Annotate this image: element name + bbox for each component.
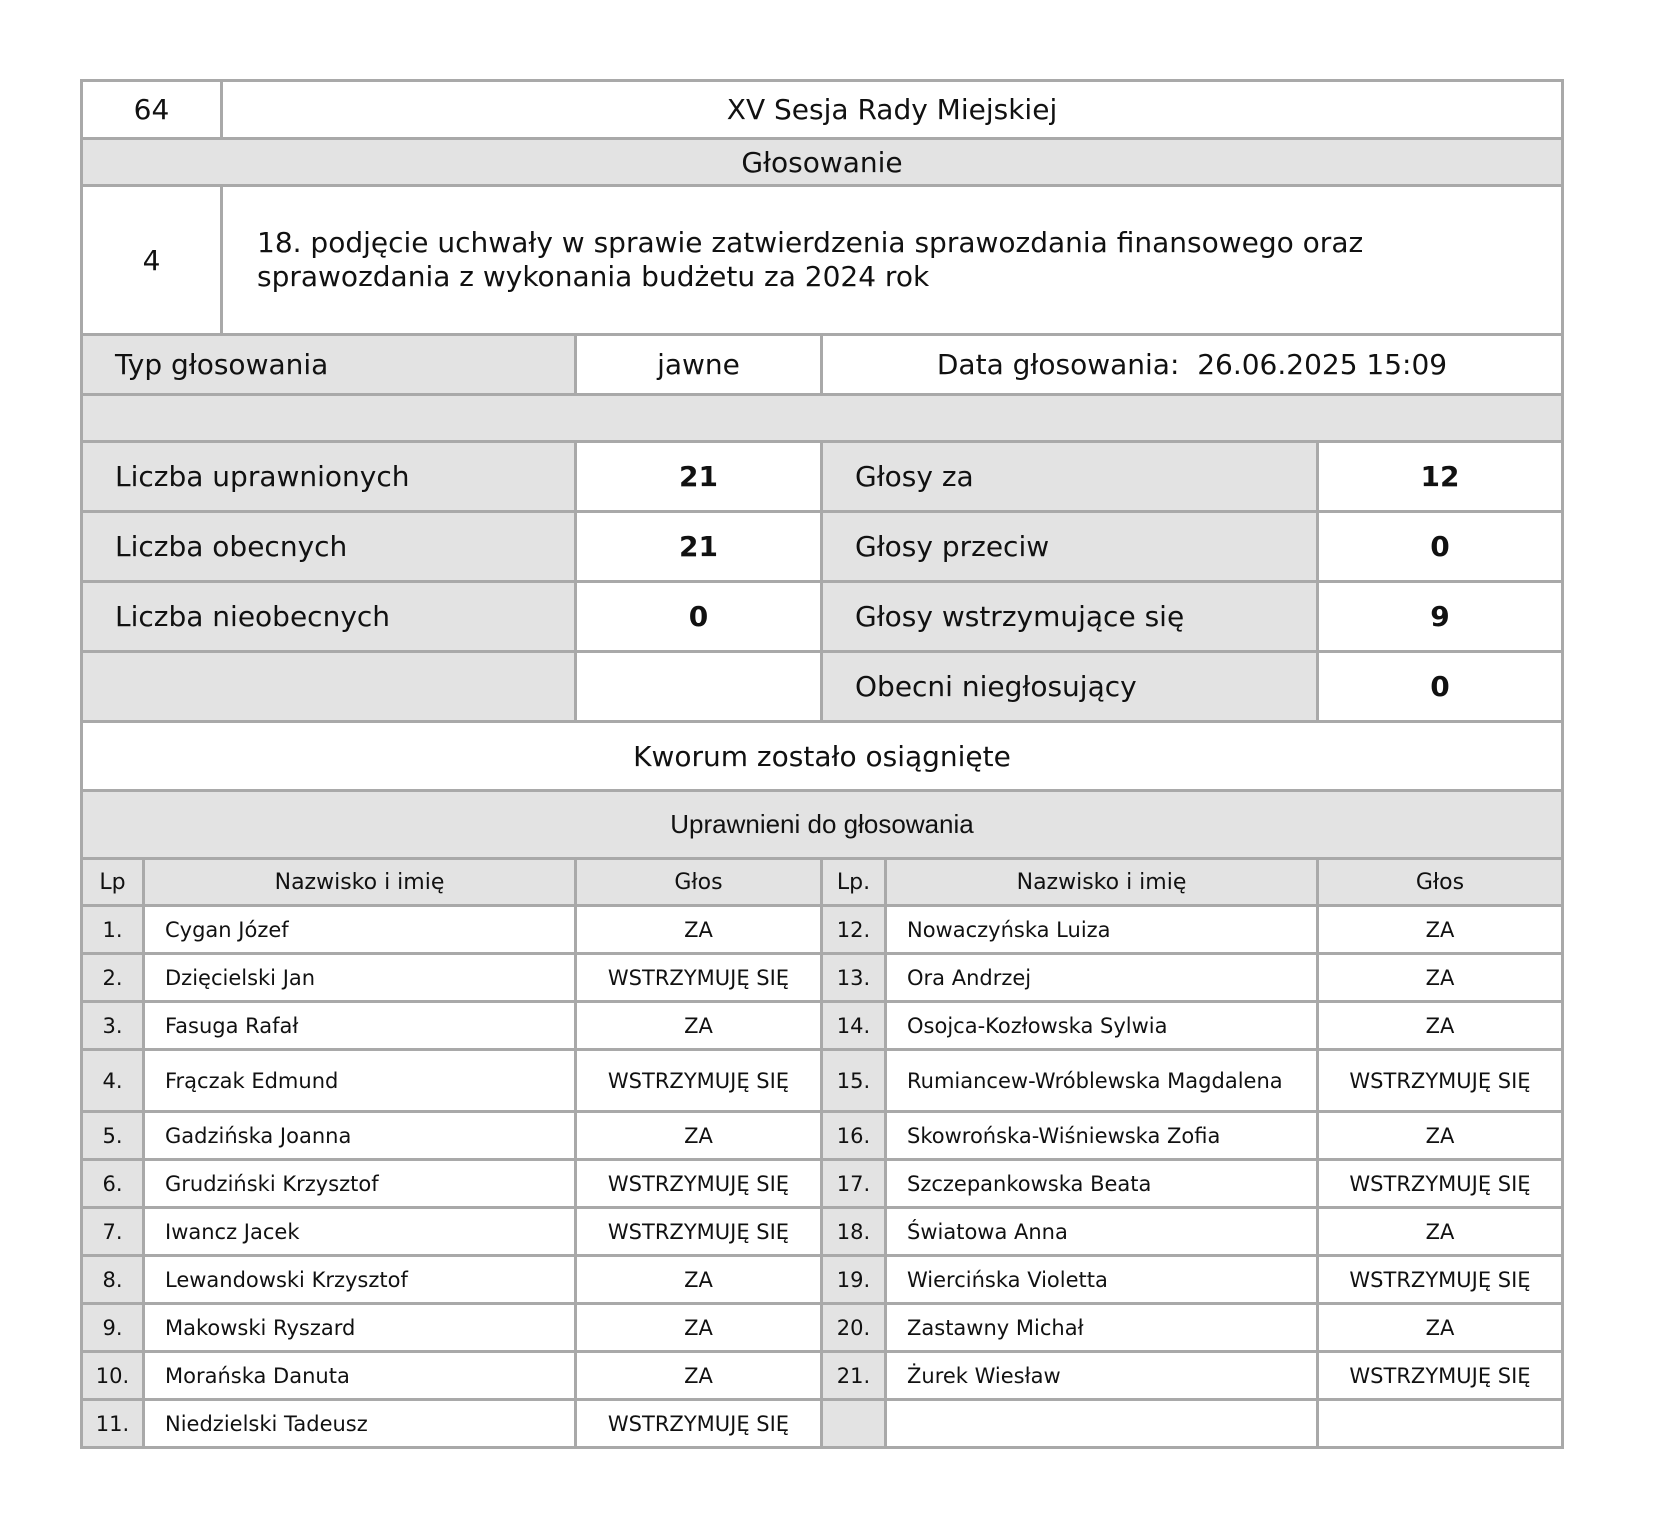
voter-vote: WSTRZYMUJĘ SIĘ [1318, 1160, 1563, 1208]
table-row [82, 1304, 1563, 1352]
absent-label: Liczba nieobecnych [82, 582, 576, 652]
voting-report [80, 79, 1564, 1449]
voter-lp: 6. [82, 1160, 144, 1208]
table-row [82, 1400, 1563, 1448]
voter-vote: ZA [1318, 1304, 1563, 1352]
for-value: 12 [1318, 442, 1563, 512]
voter-vote: ZA [576, 1256, 822, 1304]
column-lp-left: Lp [82, 859, 144, 906]
table-row [82, 954, 1563, 1002]
voter-name: Grudziński Krzysztof [144, 1160, 576, 1208]
voters-header-row [82, 859, 1563, 906]
voter-lp: 21. [822, 1352, 886, 1400]
vote-type-label: Typ głosowania [82, 335, 576, 395]
section-title: Głosowanie [82, 139, 1563, 186]
voter-lp: 13. [822, 954, 886, 1002]
vote-date [822, 335, 1563, 395]
table-row [82, 1050, 1563, 1112]
voter-vote: ZA [576, 1352, 822, 1400]
item-number: 4 [82, 186, 222, 335]
nonvoting-label: Obecni niegłosujący [822, 652, 1318, 722]
voter-vote: ZA [1318, 1002, 1563, 1050]
abstain-label: Głosy wstrzymujące się [822, 582, 1318, 652]
column-name-right: Nazwisko i imię [886, 859, 1318, 906]
voter-name: Dzięcielski Jan [144, 954, 576, 1002]
voter-lp: 4. [82, 1050, 144, 1112]
voter-lp: 5. [82, 1112, 144, 1160]
voters-title: Uprawnieni do głosowania [82, 791, 1563, 859]
voter-vote: WSTRZYMUJĘ SIĘ [576, 1050, 822, 1112]
eligible-label: Liczba uprawnionych [82, 442, 576, 512]
voter-name: Morańska Danuta [144, 1352, 576, 1400]
voter-vote: WSTRZYMUJĘ SIĘ [1318, 1352, 1563, 1400]
table-row [82, 1256, 1563, 1304]
voter-lp: 14. [822, 1002, 886, 1050]
table-row [82, 1112, 1563, 1160]
voter-name: Niedzielski Tadeusz [144, 1400, 576, 1448]
spacer-row [82, 395, 1563, 442]
voter-lp: 10. [82, 1352, 144, 1400]
voter-lp: 19. [822, 1256, 886, 1304]
voter-name: Ora Andrzej [886, 954, 1318, 1002]
voter-vote: WSTRZYMUJĘ SIĘ [1318, 1050, 1563, 1112]
voter-name: Żurek Wiesław [886, 1352, 1318, 1400]
table-row [82, 1002, 1563, 1050]
voter-lp: 17. [822, 1160, 886, 1208]
voter-name: Iwancz Jacek [144, 1208, 576, 1256]
voter-vote: ZA [576, 1112, 822, 1160]
voter-lp: 9. [82, 1304, 144, 1352]
session-title: XV Sesja Rady Miejskiej [222, 81, 1563, 139]
voter-lp: 3. [82, 1002, 144, 1050]
voter-vote: ZA [576, 906, 822, 954]
column-lp-right: Lp. [822, 859, 886, 906]
table-row [82, 906, 1563, 954]
voters-table [80, 857, 1564, 1449]
against-value: 0 [1318, 512, 1563, 582]
voter-vote: WSTRZYMUJĘ SIĘ [576, 954, 822, 1002]
voter-vote: ZA [1318, 1208, 1563, 1256]
voter-name: Zastawny Michał [886, 1304, 1318, 1352]
voter-lp: 20. [822, 1304, 886, 1352]
empty-cell [576, 652, 822, 722]
voter-vote: ZA [576, 1304, 822, 1352]
voter-lp: 12. [822, 906, 886, 954]
voter-name: Szczepankowska Beata [886, 1160, 1318, 1208]
voter-vote: WSTRZYMUJĘ SIĘ [576, 1160, 822, 1208]
quorum-status: Kworum zostało osiągnięte [82, 722, 1563, 791]
voter-vote: WSTRZYMUJĘ SIĘ [576, 1400, 822, 1448]
voter-vote: ZA [1318, 1112, 1563, 1160]
voter-name: Gadzińska Joanna [144, 1112, 576, 1160]
voter-name [886, 1400, 1318, 1448]
voter-lp: 8. [82, 1256, 144, 1304]
voter-lp: 16. [822, 1112, 886, 1160]
vote-type-value: jawne [576, 335, 822, 395]
voter-vote: WSTRZYMUJĘ SIĘ [576, 1208, 822, 1256]
vote-date-label: Data głosowania: [936, 348, 1180, 381]
table-row [82, 1208, 1563, 1256]
present-value: 21 [576, 512, 822, 582]
voter-name: Makowski Ryszard [144, 1304, 576, 1352]
voter-name: Rumiancew-Wróblewska Magdalena [886, 1050, 1318, 1112]
absent-value: 0 [576, 582, 822, 652]
voter-name: Nowaczyńska Luiza [886, 906, 1318, 954]
eligible-value: 21 [576, 442, 822, 512]
voter-vote: WSTRZYMUJĘ SIĘ [1318, 1256, 1563, 1304]
abstain-value: 9 [1318, 582, 1563, 652]
voter-lp: 7. [82, 1208, 144, 1256]
voter-lp: 18. [822, 1208, 886, 1256]
voter-name: Fasuga Rafał [144, 1002, 576, 1050]
column-name-left: Nazwisko i imię [144, 859, 576, 906]
voter-name: Osojca-Kozłowska Sylwia [886, 1002, 1318, 1050]
present-label: Liczba obecnych [82, 512, 576, 582]
voter-vote [1318, 1400, 1563, 1448]
nonvoting-value: 0 [1318, 652, 1563, 722]
voter-name: Skowrońska-Wiśniewska Zofia [886, 1112, 1318, 1160]
vote-date-value: 26.06.2025 15:09 [1197, 348, 1448, 381]
for-label: Głosy za [822, 442, 1318, 512]
voter-name: Lewandowski Krzysztof [144, 1256, 576, 1304]
table-row [82, 1352, 1563, 1400]
voter-name: Frączak Edmund [144, 1050, 576, 1112]
voter-lp: 1. [82, 906, 144, 954]
empty-cell [82, 652, 576, 722]
session-number: 64 [82, 81, 222, 139]
voter-lp [822, 1400, 886, 1448]
column-vote-left: Głos [576, 859, 822, 906]
voter-vote: ZA [576, 1002, 822, 1050]
voter-lp: 2. [82, 954, 144, 1002]
column-vote-right: Głos [1318, 859, 1563, 906]
header-table [80, 79, 1564, 336]
voter-vote: ZA [1318, 954, 1563, 1002]
voter-name: Światowa Anna [886, 1208, 1318, 1256]
item-title: 18. podjęcie uchwały w sprawie zatwierdzenia sprawozdania finansowego oraz sprawozdania z wykonania budżetu za 2024 rok [222, 186, 1563, 335]
voter-name: Cygan Józef [144, 906, 576, 954]
voter-name: Wiercińska Violetta [886, 1256, 1318, 1304]
voter-lp: 15. [822, 1050, 886, 1112]
table-row [82, 1160, 1563, 1208]
stats-table [80, 333, 1564, 860]
voter-vote: ZA [1318, 906, 1563, 954]
voter-lp: 11. [82, 1400, 144, 1448]
against-label: Głosy przeciw [822, 512, 1318, 582]
